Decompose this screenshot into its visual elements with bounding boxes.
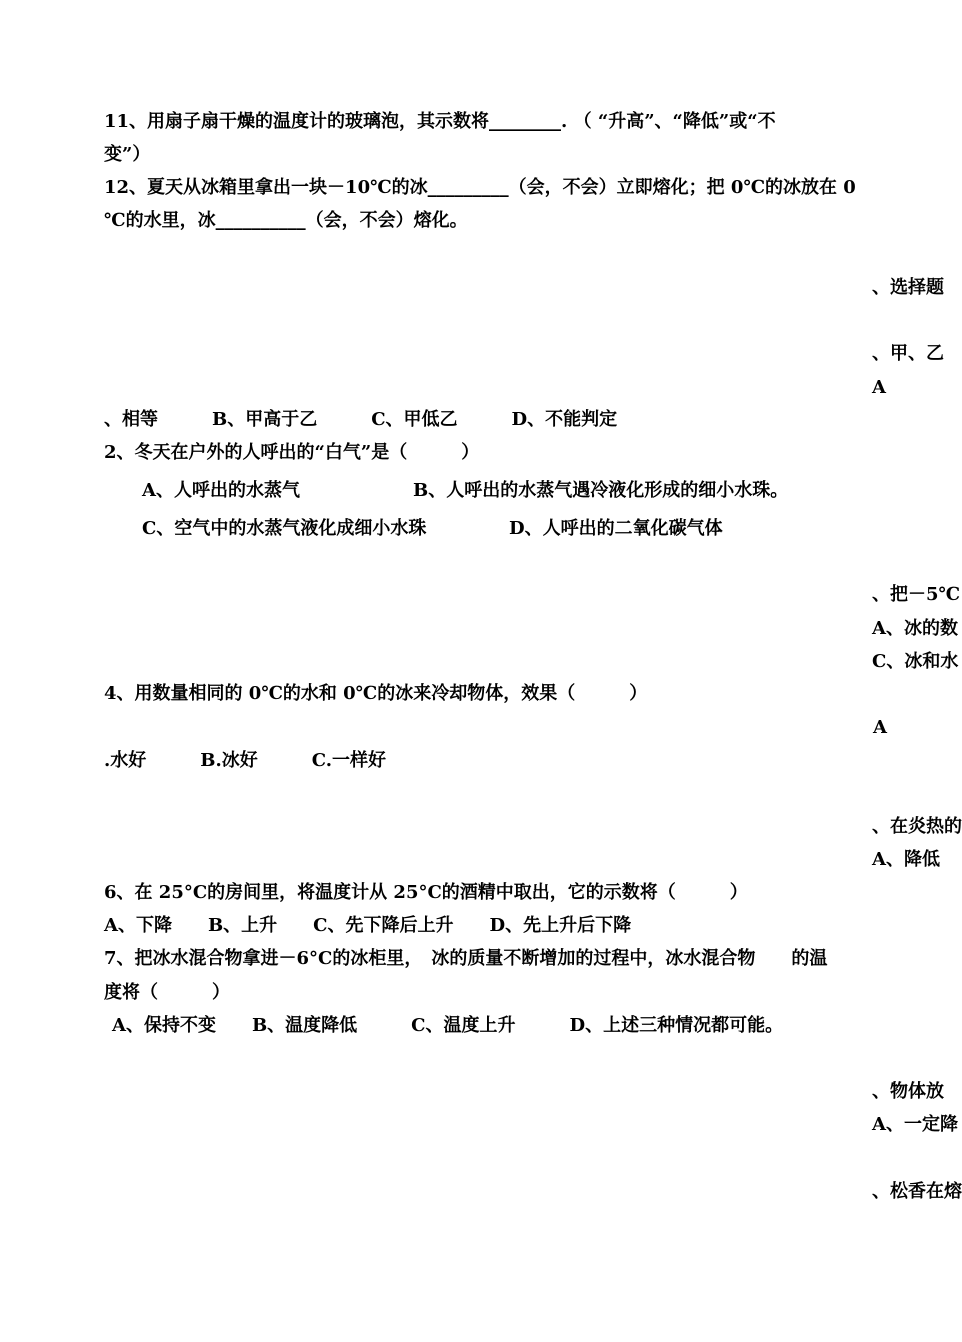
q2-option-a: A、人呼出的水蒸气 [142,480,300,501]
q9-stem: 、松香在熔 [872,1181,962,1202]
q11-line2: 变”） [104,144,151,165]
q8-stem: 、物体放 [872,1081,944,1102]
q1-options: 、相等 B、甲高于乙 C、甲低乙 D、不能判定 [104,409,618,430]
q3-stem: 、把－5℃ [872,584,961,605]
q4-option-a-label: A [873,717,887,738]
q1-option-a-label: A [872,377,886,398]
q12-line2: ℃的水里，冰__________（会，不会）熔化。 [104,210,468,231]
q8-option-a: A、一定降 [872,1114,958,1135]
q4-options: .水好 B.冰好 C.一样好 [104,750,387,771]
q7-line2: 度将（ ） [104,982,230,1003]
q6-options: A、下降 B、上升 C、先下降后上升 D、先上升后下降 [104,915,632,936]
q2-option-c: C、空气中的水蒸气液化成细小水珠 [142,518,427,539]
q11-line1: 11、用扇子扇干燥的温度计的玻璃泡，其示数将________. （ “升高”、“降低”或“不 [104,111,776,132]
q7-options: A、保持不变 B、温度降低 C、温度上升 D、上述三种情况都可能。 [112,1015,784,1036]
q12-line1: 12、夏天从冰箱里拿出一块－10℃的冰_________（会，不会）立即熔化；把 0℃的冰放在 0 [104,177,856,198]
q3-option-a: A、冰的数 [872,618,958,639]
q2-option-b: B、人呼出的水蒸气遇冷液化形成的细小水珠。 [413,480,789,501]
section-header-multiple-choice: 、选择题 [872,277,944,298]
q5-stem: 、在炎热的 [872,816,962,837]
q4-stem: 4、用数量相同的 0℃的水和 0℃的冰来冷却物体，效果（ ） [104,683,648,704]
q2-stem: 2、冬天在户外的人呼出的“白气”是（ ） [104,442,480,463]
q2-option-d: D、人呼出的二氧化碳气体 [509,518,723,539]
q6-stem: 6、在 25°C的房间里，将温度计从 25°C的酒精中取出，它的示数将（ ） [104,882,748,903]
q7-line1: 7、把冰水混合物拿进－6°C的冰柜里， 冰的质量不断增加的过程中，冰水混合物 的温 [104,948,828,969]
q3-option-c: C、冰和水 [872,651,959,672]
q1-stem: 、甲、乙 [872,343,944,364]
q5-option-a: A、降低 [872,849,940,870]
